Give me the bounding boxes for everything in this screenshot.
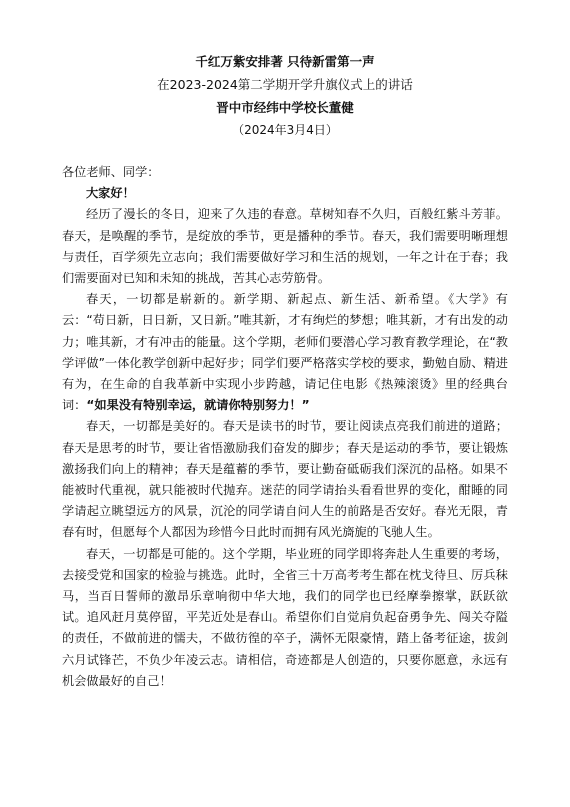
- speech-body: [62, 162, 508, 692]
- speech-date: （2024年3月4日）: [232, 123, 338, 137]
- paragraph-1-text: 经历了漫长的冬日，迎来了久违的春意。草树知春不久归，百般红紫斗芳菲。春天，是唤醒的季节，是绽放的季节，更是播种的季节。春天，我们需要明晰理想与责任，百学须先立志向；我们需要做好学习和生活的规划，一年之计在于春；我们需要面对已知和未知的挑战，苦其心志劳筋骨。: [62, 207, 508, 286]
- movie-quote: “如果没有特别幸运，就请你特别努力！”: [86, 398, 310, 413]
- speech-subtitle: 在2023-2024第二学期开学升旗仪式上的讲话: [157, 77, 413, 92]
- paragraph-3: [62, 416, 508, 543]
- paragraph-1: [62, 204, 508, 289]
- greeting: 大家好！: [86, 186, 135, 201]
- speech-title: 千红万紫安排著 只待新雷第一声: [195, 54, 375, 69]
- salutation: 各位老师、同学：: [62, 165, 160, 179]
- paragraph-2-text: 春天，一切都是崭新的。新学期、新起点、新生活、新希望。《大学》有云：“苟日新，日日新，又日新。”唯其新，才有绚烂的梦想；唯其新，才有出发的动力；唯其新，才有冲击的能量。这个学期，老师们要潜心学习教育教学理论，在“教学评做”一体化教学创新中起好步；同学们要严格落实学校的要求，勤勉自励、精进有为，在生命的自我革新中实现小步跨越，请记住电影《热辣滚烫》里的经典台词：: [62, 292, 508, 413]
- speech-author: 晋中市经纬中学校长董健: [216, 100, 354, 115]
- paragraph-3-text: 春天，一切都是美好的。春天是读书的时节，要让阅读点亮我们前进的道路；春天是思考的时节，要让省悟激励我们奋发的脚步；春天是运动的季节，要让锻炼激扬我们向上的精神；春天是蕴蓄的季节，要让勤奋砥砺我们深沉的品格。如果不能被时代重视，就只能被时代抛弃。迷茫的同学请抬头看看世界的变化，酣睡的同学请起立眺望远方的风景，沉沦的同学请自问人生的前路是否安好。春光无限，青春有时，但愿每个人都因为珍惜今日此时而拥有风光旖旎的飞驰人生。: [62, 419, 508, 540]
- paragraph-4: [62, 544, 508, 692]
- paragraph-2: [62, 289, 508, 416]
- paragraph-4-text: 春天，一切都是可能的。这个学期，毕业班的同学即将奔赴人生重要的考场，去接受党和国家的检验与挑选。此时，全省三十万高考考生都在枕戈待旦、厉兵秣马，当百日誓师的激昂乐章响彻中华大地，我们的同学也已经摩拳擦掌，跃跃欲试。追风赶月莫停留，平芜近处是春山。希望你们自觉肩负起奋勇争先、闯关夺隘的责任，不做前进的懦夫，不做彷徨的卒子，满怀无限豪情，踏上备考征途，拔剑六月试锋芒，不负少年凌云志。请相信，奇迹都是人创造的，只要你愿意，永远有机会做最好的自己！: [62, 546, 508, 688]
- speech-header: [62, 0, 508, 142]
